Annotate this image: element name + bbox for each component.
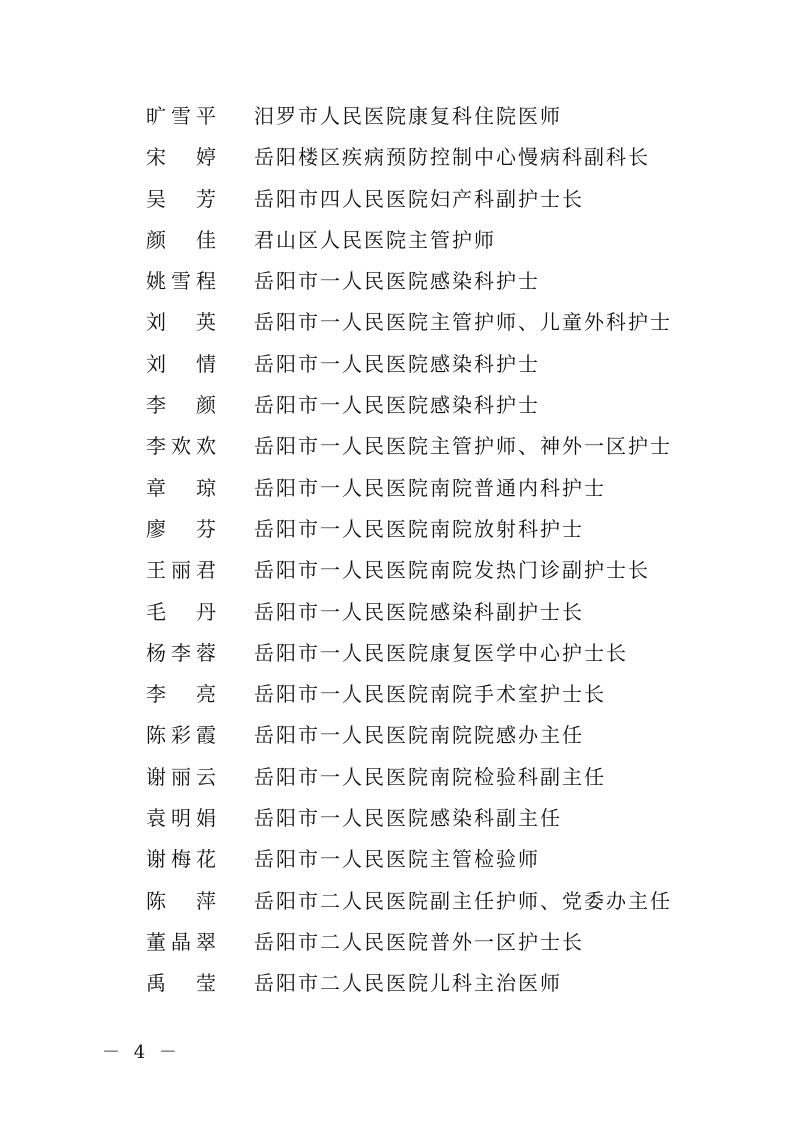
person-role: 岳阳楼区疾病预防控制中心慢病科副科长 <box>254 145 650 170</box>
person-name: 袁明娟 <box>146 806 216 831</box>
person-role: 岳阳市一人民医院康复医学中心护士长 <box>254 640 628 665</box>
person-role: 岳阳市一人民医院南院普通内科护士 <box>254 475 606 500</box>
list-item <box>0 468 793 509</box>
person-name: 宋婷 <box>146 145 216 170</box>
list-item <box>0 385 793 426</box>
person-name: 姚雪程 <box>146 269 216 294</box>
person-name: 颜佳 <box>146 227 216 252</box>
list-item <box>0 592 793 633</box>
list-item <box>0 220 793 261</box>
person-role: 岳阳市一人民医院南院手术室护士长 <box>254 682 606 707</box>
person-name: 旷雪平 <box>146 104 216 128</box>
person-role: 岳阳市一人民医院南院检验科副主任 <box>254 764 606 789</box>
person-name: 谢梅花 <box>146 847 216 872</box>
person-name: 杨李蓉 <box>146 640 216 665</box>
person-name: 刘英 <box>146 310 216 335</box>
list-item <box>0 302 793 343</box>
person-name: 董晶翠 <box>146 929 216 954</box>
list-item <box>0 798 793 839</box>
list-item <box>0 881 793 922</box>
person-role: 岳阳市二人民医院儿科主治医师 <box>254 971 562 996</box>
person-role: 岳阳市一人民医院主管护师、儿童外科护士 <box>254 310 672 335</box>
person-role: 岳阳市一人民医院感染科副主任 <box>254 806 562 831</box>
list-item <box>0 137 793 178</box>
person-role: 岳阳市二人民医院普外一区护士长 <box>254 929 584 954</box>
list-item <box>0 674 793 715</box>
page-number: － 4 － <box>102 1042 181 1063</box>
person-role: 岳阳市一人民医院感染科护士 <box>254 393 540 418</box>
person-name: 禹莹 <box>146 971 216 996</box>
person-name: 谢丽云 <box>146 764 216 789</box>
person-name: 吴芳 <box>146 186 216 211</box>
person-role: 岳阳市一人民医院感染科护士 <box>254 351 540 376</box>
list-item <box>0 715 793 756</box>
person-name: 毛丹 <box>146 599 216 624</box>
list-item <box>0 261 793 302</box>
list-item <box>0 179 793 220</box>
person-name: 王丽君 <box>146 558 216 583</box>
person-name: 刘情 <box>146 351 216 376</box>
person-name: 章琼 <box>146 475 216 500</box>
person-role: 岳阳市一人民医院主管检验师 <box>254 847 540 872</box>
list-item <box>0 633 793 674</box>
list-item <box>0 963 793 1004</box>
person-role: 岳阳市一人民医院感染科护士 <box>254 269 540 294</box>
person-role: 汨罗市人民医院康复科住院医师 <box>254 104 562 128</box>
person-name: 李欢欢 <box>146 434 216 459</box>
person-role: 岳阳市一人民医院主管护师、神外一区护士 <box>254 434 672 459</box>
list-item <box>0 96 793 137</box>
person-role: 君山区人民医院主管护师 <box>254 227 496 252</box>
list-item <box>0 922 793 963</box>
person-name: 李亮 <box>146 682 216 707</box>
person-role: 岳阳市四人民医院妇产科副护士长 <box>254 186 584 211</box>
list-item <box>0 839 793 880</box>
person-name: 陈彩霞 <box>146 723 216 748</box>
list-item <box>0 426 793 467</box>
list-item <box>0 757 793 798</box>
person-name: 陈萍 <box>146 888 216 913</box>
honoree-list <box>0 96 793 1005</box>
person-role: 岳阳市一人民医院感染科副护士长 <box>254 599 584 624</box>
list-item <box>0 344 793 385</box>
list-item <box>0 509 793 550</box>
person-name: 李颜 <box>146 393 216 418</box>
person-role: 岳阳市一人民医院南院院感办主任 <box>254 723 584 748</box>
person-role: 岳阳市二人民医院副主任护师、党委办主任 <box>254 888 672 913</box>
person-role: 岳阳市一人民医院南院发热门诊副护士长 <box>254 558 650 583</box>
person-name: 廖芬 <box>146 516 216 541</box>
person-role: 岳阳市一人民医院南院放射科护士 <box>254 516 584 541</box>
list-item <box>0 550 793 591</box>
